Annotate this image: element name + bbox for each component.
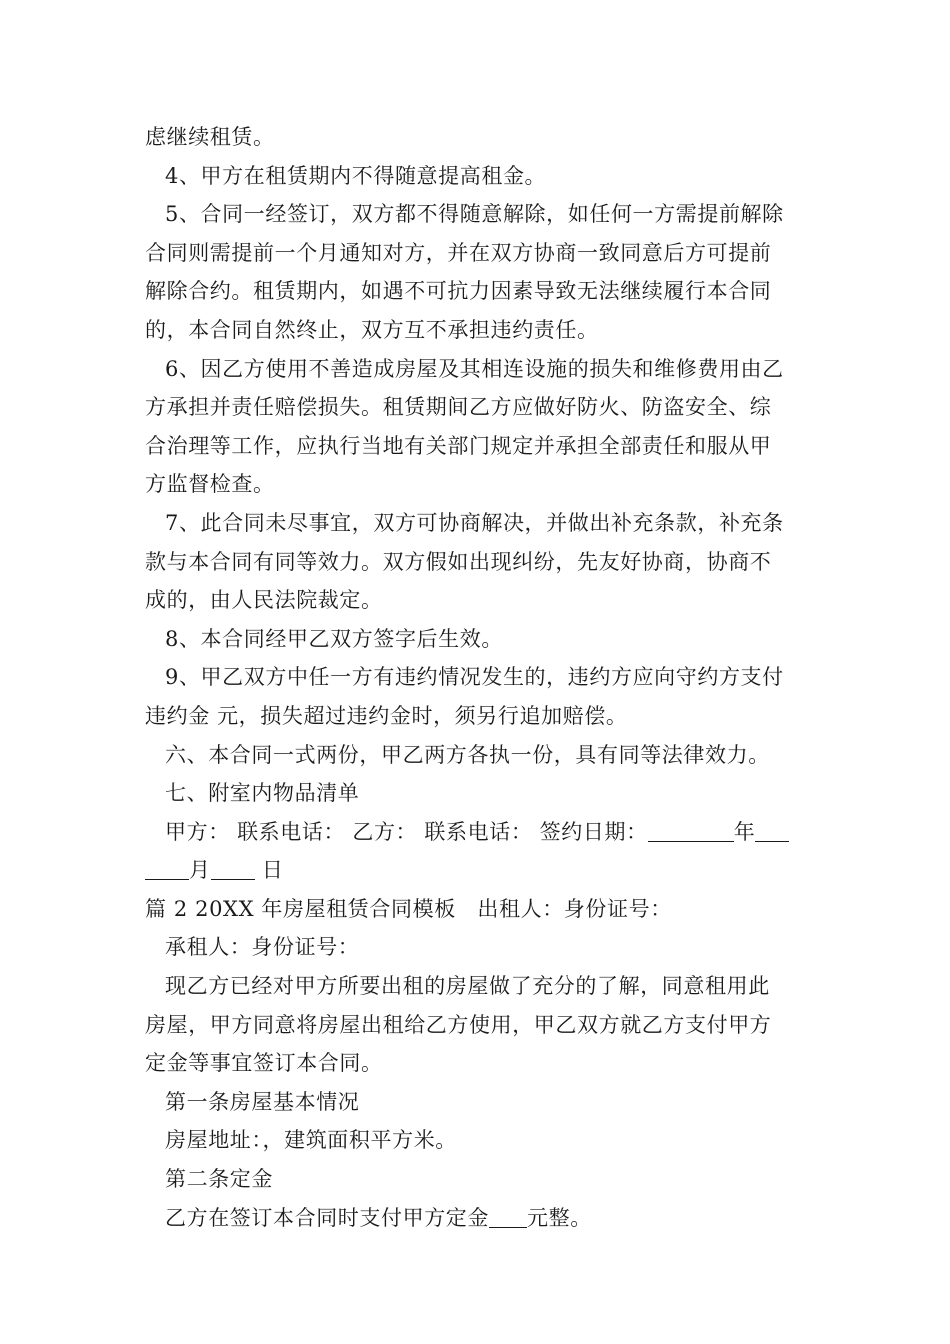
clause-5-line-2: 合同则需提前一个月通知对方，并在双方协商一致同意后方可提前 — [145, 240, 772, 265]
day-blank — [211, 857, 255, 880]
clause-8: 8、本合同经甲乙双方签字后生效。 — [165, 626, 503, 651]
clause-6-line-2: 方承担并责任赔偿损失。租赁期间乙方应做好防火、防盗安全、综 — [145, 395, 772, 420]
month-label: 月 — [189, 858, 211, 883]
clause-5-line-3: 解除合约。租赁期内，如遇不可抗力因素导致无法继续履行本合同 — [145, 279, 772, 304]
clause-7-line-2: 款与本合同有同等效力。双方假如出现纠纷，先友好协商，协商不 — [145, 549, 772, 574]
intro-line-2: 房屋，甲方同意将房屋出租给乙方使用，甲乙双方就乙方支付甲方 — [145, 1012, 772, 1037]
clause-5-line-1: 5、合同一经签订，双方都不得随意解除，如任何一方需提前解除 — [165, 202, 784, 227]
section-7: 七、附室内物品清单 — [165, 781, 360, 806]
paragraph-line: 虑继续租赁。 — [145, 125, 275, 149]
deposit-blank — [489, 1205, 527, 1228]
document-body — [145, 118, 810, 1237]
signature-line — [145, 813, 810, 852]
signature-date-line — [145, 851, 810, 890]
year-blank — [648, 819, 734, 842]
clause-5-line-4: 的，本合同自然终止，双方互不承担违约责任。 — [145, 317, 599, 342]
tenant-id-line: 承租人：身份证号： — [165, 935, 360, 960]
article-2-heading: 篇 2 20XX 年房屋租赁合同模板 出租人：身份证号： — [145, 896, 672, 921]
clause-9-line-2: 违约金 元，损失超过违约金时，须另行追加赔偿。 — [145, 703, 628, 728]
intro-line-3: 定金等事宜签订本合同。 — [145, 1051, 383, 1076]
clause-6-line-4: 方监督检查。 — [145, 472, 275, 497]
deposit-line — [145, 1199, 810, 1238]
clause-4: 4、甲方在租赁期内不得随意提高租金。 — [165, 163, 547, 188]
signature-labels: 甲方： 联系电话： 乙方： 联系电话： 签约日期： — [165, 819, 648, 844]
clause-6-line-3: 合治理等工作，应执行当地有关部门规定并承担全部责任和服从甲 — [145, 433, 772, 458]
deposit-text: 乙方在签订本合同时支付甲方定金 — [165, 1205, 489, 1230]
article-2-title: 第二条定金 — [165, 1167, 273, 1192]
clause-7-line-3: 成的，由人民法院裁定。 — [145, 588, 383, 613]
house-address-line: 房屋地址：，建筑面积平方米。 — [165, 1128, 457, 1153]
clause-9-line-1: 9、甲乙双方中任一方有违约情况发生的，违约方应向守约方支付 — [165, 665, 784, 690]
clause-6-line-1: 6、因乙方使用不善造成房屋及其相连设施的损失和维修费用由乙 — [165, 356, 784, 381]
year-blank-tail — [755, 819, 789, 842]
day-label: 日 — [261, 858, 284, 883]
article-1-title: 第一条房屋基本情况 — [165, 1089, 360, 1114]
intro-line-1: 现乙方已经对甲方所要出租的房屋做了充分的了解，同意租用此 — [165, 974, 770, 999]
month-blank — [145, 857, 189, 880]
deposit-suffix: 元整。 — [527, 1205, 592, 1230]
clause-7-line-1: 7、此合同未尽事宜，双方可协商解决，并做出补充条款，补充条 — [165, 510, 784, 535]
year-label: 年 — [733, 819, 756, 844]
section-6: 六、本合同一式两份，甲乙两方各执一份，具有同等法律效力。 — [165, 742, 770, 767]
